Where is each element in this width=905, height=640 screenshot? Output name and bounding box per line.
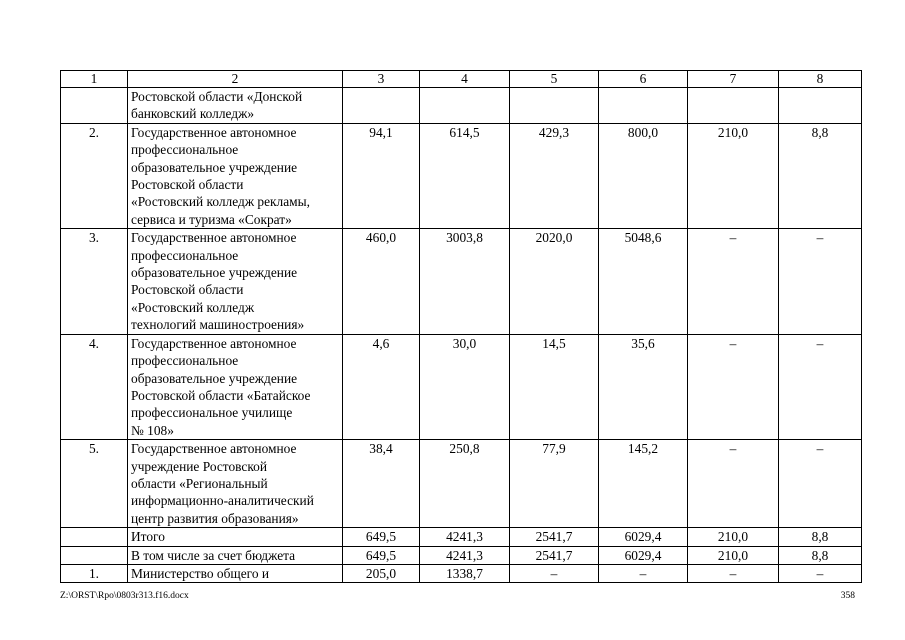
header-cell: 5	[510, 71, 599, 88]
row-name-line: Министерство общего и	[131, 565, 270, 581]
value-cell: 145,2	[599, 440, 688, 528]
value-cell: 210,0	[688, 528, 779, 546]
row-name-line: Государственное автономное	[131, 335, 297, 351]
row-name-cell	[128, 334, 343, 439]
header-cell: 7	[688, 71, 779, 88]
row-number-cell: 4.	[61, 334, 128, 439]
value-cell: –	[688, 564, 779, 582]
row-name-line: центр развития образования»	[131, 510, 299, 526]
row-name-line: профессиональное	[131, 353, 239, 369]
row-name-cell	[128, 229, 343, 334]
row-name-line: сервиса и туризма «Сократ»	[131, 211, 292, 227]
row-name-line: В том числе за счет бюджета	[131, 547, 296, 563]
table-row	[61, 88, 862, 124]
value-cell: 2541,7	[510, 546, 599, 564]
row-number-cell: 2.	[61, 123, 128, 228]
value-cell	[420, 88, 510, 124]
table-row	[61, 440, 862, 528]
row-name-line: Ростовской области «Батайское	[131, 387, 311, 403]
value-cell: 800,0	[599, 123, 688, 228]
value-cell: 614,5	[420, 123, 510, 228]
row-number-cell	[61, 546, 128, 564]
header-cell: 4	[420, 71, 510, 88]
budget-table	[60, 70, 862, 583]
row-name-cell	[128, 528, 343, 546]
value-cell: 8,8	[779, 528, 862, 546]
row-name-line: № 108»	[131, 422, 174, 438]
row-name-cell	[128, 123, 343, 228]
value-cell: 5048,6	[599, 229, 688, 334]
row-name-line: Ростовской области	[131, 177, 244, 193]
row-name-line: профессиональное училище	[131, 405, 293, 421]
value-cell: 30,0	[420, 334, 510, 439]
row-name-cell	[128, 564, 343, 582]
page-number: 358	[840, 591, 855, 601]
value-cell: 649,5	[343, 546, 420, 564]
value-cell: 210,0	[688, 546, 779, 564]
row-name-line: учреждение Ростовской	[131, 458, 268, 474]
value-cell: 38,4	[343, 440, 420, 528]
value-cell: 2020,0	[510, 229, 599, 334]
value-cell: 35,6	[599, 334, 688, 439]
value-cell: 94,1	[343, 123, 420, 228]
value-cell: 4,6	[343, 334, 420, 439]
row-name-cell	[128, 88, 343, 124]
row-name-line: банковский колледж»	[131, 106, 255, 122]
value-cell: 14,5	[510, 334, 599, 439]
file-path: Z:\ORST\Rpo\0803r313.f16.docx	[60, 591, 189, 601]
value-cell: –	[688, 334, 779, 439]
row-number-cell: 5.	[61, 440, 128, 528]
row-name-cell	[128, 546, 343, 564]
row-name-line: информационно-аналитический	[131, 493, 314, 509]
table-row	[61, 334, 862, 439]
value-cell: 2541,7	[510, 528, 599, 546]
value-cell: 460,0	[343, 229, 420, 334]
row-name-line: образовательное учреждение	[131, 159, 298, 175]
row-name-line: Государственное автономное	[131, 230, 297, 246]
value-cell	[688, 88, 779, 124]
row-name-line: профессиональное	[131, 247, 239, 263]
value-cell: 6029,4	[599, 546, 688, 564]
header-cell: 3	[343, 71, 420, 88]
value-cell: 6029,4	[599, 528, 688, 546]
value-cell: –	[510, 564, 599, 582]
value-cell: –	[779, 440, 862, 528]
row-name-line: Государственное автономное	[131, 441, 297, 457]
value-cell: 8,8	[779, 546, 862, 564]
row-name-line: Ростовской области	[131, 282, 244, 298]
value-cell	[599, 88, 688, 124]
value-cell	[779, 88, 862, 124]
value-cell: 8,8	[779, 123, 862, 228]
table-body	[61, 71, 862, 583]
header-row	[61, 71, 862, 88]
row-name-cell	[128, 440, 343, 528]
value-cell: 4241,3	[420, 528, 510, 546]
header-cell: 8	[779, 71, 862, 88]
table-row	[61, 564, 862, 582]
row-name-line: образовательное учреждение	[131, 265, 298, 281]
value-cell	[343, 88, 420, 124]
table-row	[61, 123, 862, 228]
value-cell: –	[779, 564, 862, 582]
value-cell: 3003,8	[420, 229, 510, 334]
value-cell: 250,8	[420, 440, 510, 528]
row-name-line: образовательное учреждение	[131, 370, 298, 386]
value-cell: –	[688, 229, 779, 334]
header-cell: 2	[128, 71, 343, 88]
value-cell	[510, 88, 599, 124]
row-number-cell: 1.	[61, 564, 128, 582]
value-cell: 205,0	[343, 564, 420, 582]
table-row	[61, 229, 862, 334]
row-name-line: технологий машиностроения»	[131, 317, 305, 333]
value-cell: –	[779, 334, 862, 439]
row-name-line: «Ростовский колледж	[131, 299, 255, 315]
row-name-line: области «Региональный	[131, 475, 268, 491]
row-name-line: «Ростовский колледж рекламы,	[131, 194, 311, 210]
value-cell: 429,3	[510, 123, 599, 228]
value-cell: –	[779, 229, 862, 334]
row-number-cell	[61, 88, 128, 124]
header-cell: 1	[61, 71, 128, 88]
value-cell: 4241,3	[420, 546, 510, 564]
row-number-cell: 3.	[61, 229, 128, 334]
table-row	[61, 546, 862, 564]
row-name-line: Итого	[131, 529, 165, 545]
row-name-line: Государственное автономное	[131, 124, 297, 140]
value-cell: –	[688, 440, 779, 528]
row-name-line: Ростовской области «Донской	[131, 89, 303, 104]
value-cell: 1338,7	[420, 564, 510, 582]
value-cell: –	[599, 564, 688, 582]
row-number-cell	[61, 528, 128, 546]
table-row	[61, 528, 862, 546]
value-cell: 77,9	[510, 440, 599, 528]
value-cell: 649,5	[343, 528, 420, 546]
row-name-line: профессиональное	[131, 142, 239, 158]
header-cell: 6	[599, 71, 688, 88]
value-cell: 210,0	[688, 123, 779, 228]
